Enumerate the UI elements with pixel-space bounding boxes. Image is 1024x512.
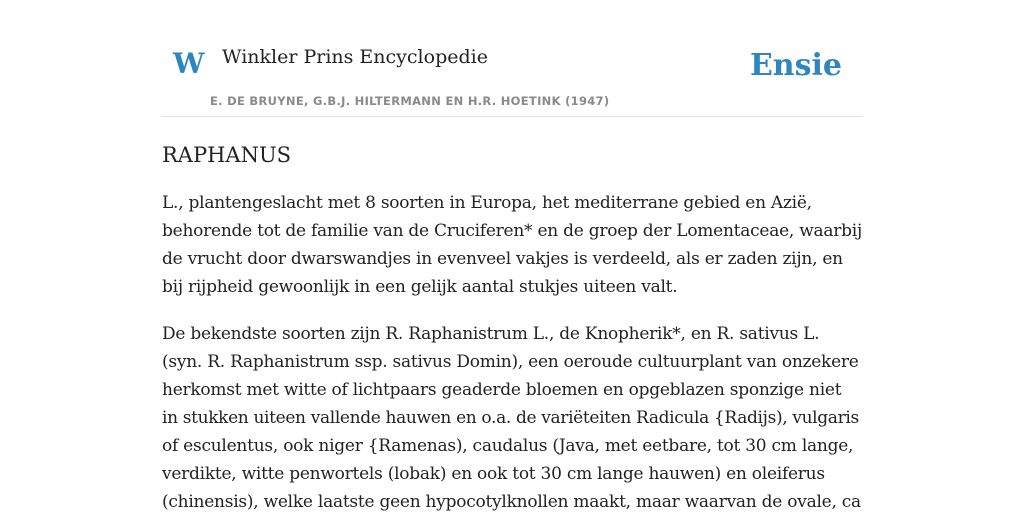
text-line: L., plantengeslacht met 8 soorten in Europa, het mediterrane gebied en Azië, bbox=[162, 193, 812, 213]
text-line: behorende tot de familie van de Cruciferen* en de groep der Lomentaceae, waarbij bbox=[162, 221, 863, 241]
text-line: bij rijpheid gewoonlijk in een gelijk aantal stukjes uiteen valt. bbox=[162, 277, 678, 297]
winkler-prins-logo[interactable]: W bbox=[173, 47, 205, 80]
text-line: (chinensis), welke laatste geen hypocotylknollen maakt, maar waarvan de ovale, ca bbox=[162, 492, 861, 512]
text-line: verdikte, witte penwortels (lobak) en ook tot 30 cm lange hauwen) en oleiferus bbox=[162, 464, 825, 484]
article-title: RAPHANUS bbox=[162, 143, 292, 167]
text-line: (syn. R. Raphanistrum ssp. sativus Domin), een oeroude cultuurplant van onzekere bbox=[162, 352, 859, 372]
ensie-logo[interactable]: Ensie bbox=[749, 48, 842, 83]
site-header bbox=[162, 0, 862, 117]
text-line: of esculentus, ook niger {Ramenas), caudalus (Java, met eetbare, tot 30 cm lange, bbox=[162, 436, 854, 456]
encyclopedia-title[interactable]: Winkler Prins Encyclopedie bbox=[222, 46, 488, 68]
text-line: in stukken uiteen vallende hauwen en o.a. de variëteiten Radicula {Radijs), vulgaris bbox=[162, 408, 859, 428]
text-line: De bekendste soorten zijn R. Raphanistrum L., de Knopherik*, en R. sativus L. bbox=[162, 324, 820, 344]
text-line: de vrucht door dwarswandjes in evenveel vakjes is verdeeld, als er zaden zijn, en bbox=[162, 249, 843, 269]
article bbox=[162, 140, 862, 512]
authors-line: E. DE BRUYNE, G.B.J. HILTERMANN EN H.R. HOETINK (1947) bbox=[210, 94, 610, 108]
article-paragraph bbox=[162, 189, 862, 301]
text-line: herkomst met witte of lichtpaars geaderde bloemen en opgeblazen sponzige niet bbox=[162, 380, 842, 400]
article-paragraph bbox=[162, 320, 862, 512]
